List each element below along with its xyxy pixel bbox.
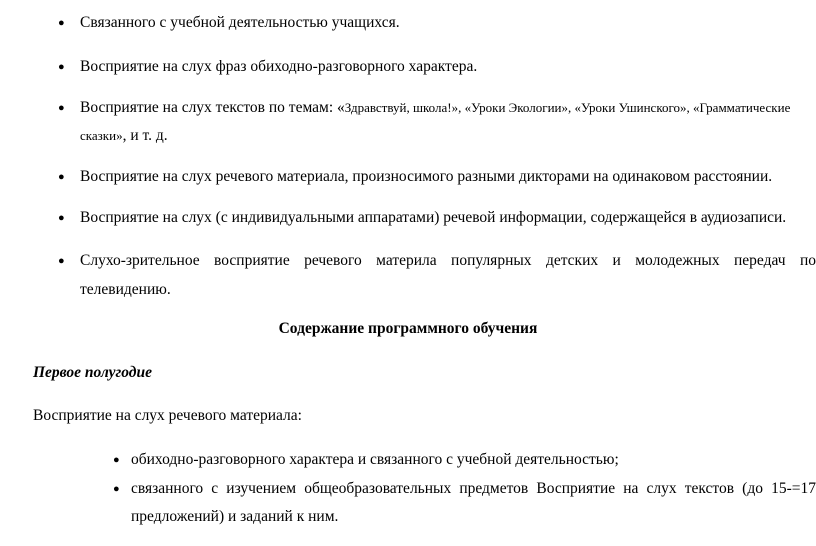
bullet-icon: ● — [58, 61, 65, 73]
bullet-text-line2-rest: , и т. д. — [122, 127, 168, 144]
bullet-icon: ● — [58, 102, 65, 114]
bullet-icon: ● — [113, 483, 120, 495]
bullet-text: Слухо-зрительное восприятие речевого материла популярных детских и молодежных передач по — [80, 252, 816, 269]
bullet-text — [80, 97, 816, 119]
bullet-text: Восприятие на слух (с индивидуальными аппаратами) речевой информации, содержащейся в аудиозаписи. — [80, 209, 787, 226]
bullet-text-prefix: Восприятие на слух текстов по темам: « — [80, 99, 345, 116]
bullet-icon: ● — [58, 17, 65, 29]
section-heading: Содержание программного обучения — [278, 320, 538, 337]
intro-paragraph: Восприятие на слух речевого материала: — [33, 407, 302, 424]
sub-bullet-text-line2: предложений) и заданий к ним. — [131, 508, 339, 525]
bullet-text-line2: телевидению. — [80, 281, 171, 298]
bullet-icon: ● — [58, 171, 65, 183]
bullet-text-line2 — [80, 125, 816, 147]
bullet-icon: ● — [58, 212, 65, 224]
sub-bullet-text: связанного с изучением общеобразовательных предметов Восприятие на слух текстов (до 15-=17 — [131, 480, 816, 497]
bullet-text: Восприятие на слух речевого материала, произносимого разными дикторами на одинаковом расстоянии. — [80, 168, 773, 185]
sub-bullet-text: обиходно-разговорного характера и связанного с учебной деятельностью; — [131, 451, 619, 468]
bullet-icon: ● — [113, 454, 120, 466]
bullet-text-line2-small: сказки» — [80, 128, 123, 143]
bullet-icon: ● — [58, 255, 65, 267]
bullet-text: Восприятие на слух фраз обиходно-разговорного характера. — [80, 58, 478, 75]
bullet-text-topics: Здравствуй, школа!», «Уроки Экологии», «Уроки Ушинского», «Грамматические — [344, 100, 791, 115]
semester-title: Первое полугодие — [33, 364, 152, 381]
bullet-text: Связанного с учебной деятельностью учащихся. — [80, 14, 400, 31]
